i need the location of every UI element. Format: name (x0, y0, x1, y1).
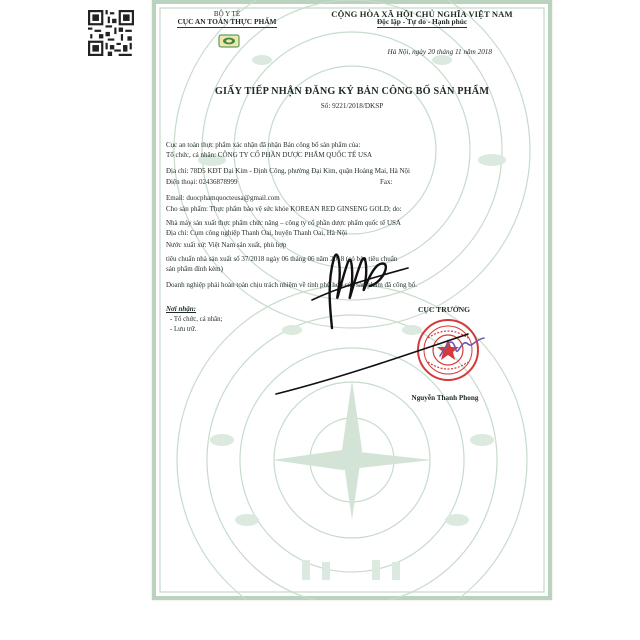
national-heading (292, 10, 552, 28)
registration-certificate (152, 0, 552, 600)
agency-logo-icon (218, 34, 240, 48)
attached-line: sản phẩm đính kèm) (166, 265, 223, 273)
email-line: Email: duocphamquocteusa@gmail.com (166, 194, 280, 202)
factory-address-line: Địa chỉ: Cụm công nghiệp Thanh Oai, huyện Thanh Oai, Hà Nội (166, 229, 348, 237)
phone-line: Điện thoại: 02436878999 (166, 178, 238, 186)
organization-line: Tổ chức, cá nhân: CÔNG TY CỔ PHẦN DƯỢC PHẨM QUỐC TẾ USA (166, 151, 373, 159)
document-number: Số: 9221/2018/DKSP (320, 102, 384, 110)
recipient-item: - Tổ chức, cá nhân; (170, 316, 223, 323)
department-name: CỤC AN TOÀN THỰC PHẨM (177, 17, 277, 26)
standard-line: tiêu chuẩn nhà sản xuất số 37/2018 ngày 06 tháng 06 năm 2018 (có bản tiêu chuẩn (166, 255, 398, 263)
signer-role: CỤC TRƯỞNG (417, 305, 471, 314)
product-line: Cho sản phẩm: Thực phẩm bảo vệ sức khỏe KOREAN RED GINSENG GOLD; do: (166, 205, 402, 213)
address-line: Địa chỉ: 78D5 KĐT Đại Kim - Định Công, phường Đại Kim, quận Hoàng Mai, Hà Nội (166, 167, 410, 175)
country-name: CỘNG HÒA XÃ HỘI CHỦ NGHĨA VIỆT NAM (331, 9, 513, 19)
issuing-agency (152, 10, 302, 28)
factory-line: Nhà máy sản xuất thực phẩm chức năng – công ty cổ phần dược phẩm quốc tế USA (166, 219, 401, 227)
intro-line: Cục an toàn thực phẩm xác nhận đã nhận Bản công bố sản phẩm của: (166, 141, 361, 149)
ministry-name: BỘ Y TẾ (213, 10, 241, 18)
seal-signature (438, 332, 488, 362)
recipient-item: - Lưu trữ. (170, 326, 197, 333)
handwritten-signature (272, 238, 412, 338)
signer-name: Nguyễn Thanh Phong (411, 394, 479, 402)
origin-line: Nước xuất xứ: Việt Nam sản xuất, phù hợp (166, 241, 287, 249)
recipients-title: Nơi nhận: (166, 305, 197, 313)
responsibility-line: Doanh nghiệp phải hoàn toàn chịu trách nhiệm về tính phù hợp của sản phẩm đã công bố. (166, 281, 417, 289)
document-title: GIẤY TIẾP NHẬN ĐĂNG KÝ BẢN CÔNG BỐ SẢN PHẨM (214, 86, 490, 97)
issue-date: Hà Nội, ngày 20 tháng 11 năm 2018 (387, 48, 492, 56)
fax-line: Fax: (380, 178, 393, 186)
qr-code-icon (88, 10, 134, 56)
national-motto: Độc lập - Tự do - Hạnh phúc (376, 17, 468, 26)
